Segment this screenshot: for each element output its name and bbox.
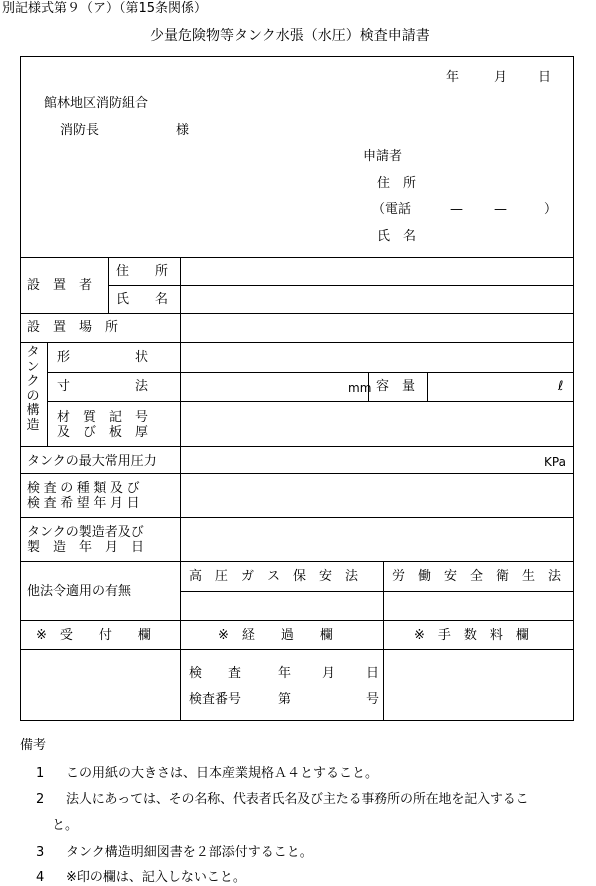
reception-column-heading: ※ 受 付 欄 [36,628,151,643]
note-text: ※印の欄は、記入しないこと。 [66,870,246,885]
material-label-1: 材 質 記 号 [57,410,149,425]
dimension-label: 寸 法 [57,379,149,394]
note-number: 3 [36,845,45,860]
note-text-continued: と。 [52,818,79,833]
form-title: 少量危険物等タンク水張（水圧）検査申請書 [150,28,430,44]
inspection-label-2: 検査希望年月日 [27,496,144,511]
mm-unit: mm [348,381,372,395]
addressee-sama: 様 [176,123,190,138]
form-reference: 別記様式第９（ア）（第15条関係） [2,1,208,16]
applicant-name-label: 氏 名 [377,229,417,244]
capacity-label: 容 量 [376,379,416,394]
date-month: 月 [494,70,508,85]
phone-dash-1: — [450,202,463,217]
installer-label: 設 置 者 [27,278,93,293]
other-laws-label: 他法令適用の有無 [27,584,132,599]
note-number: 2 [36,792,45,807]
liter-unit: ℓ [558,379,564,394]
applicant-address-label: 住 所 [377,176,417,191]
tank-structure-label: タンクの構造 [26,345,40,433]
notes-heading: 備考 [20,738,47,753]
fee-column-heading: ※ 手 数 料 欄 [414,628,529,643]
installer-address-label: 住 所 [116,264,169,279]
inspection-day: 日 [366,666,380,681]
phone-close: ） [544,202,558,217]
phone-dash-2: — [494,202,507,217]
labor-safety-law-label: 労 働 安 全 衛 生 法 [392,569,562,584]
note-text: この用紙の大きさは、日本産業規格Ａ４とすること。 [66,766,379,781]
inspection-month: 月 [322,666,336,681]
applicant-label: 申請者 [363,149,403,164]
inspection-label-1: 検査の種類及び [27,481,144,496]
note-text: タンク構造明細図書を２部添付すること。 [66,845,313,860]
shape-label: 形 状 [57,350,149,365]
note-text: 法人にあっては、その名称、代表者氏名及び主たる事務所の所在地を記入するこ [66,792,529,807]
inspection-year: 年 [278,666,292,681]
manufacturer-label-1: タンクの製造者及び [27,525,144,540]
date-year: 年 [446,70,460,85]
hp-gas-law-label: 高 圧 ガ ス 保 安 法 [189,569,359,584]
kpa-unit: KPa [544,455,566,469]
inspection-number-dai: 第 [278,692,292,707]
installer-name-label: 氏 名 [116,292,169,307]
note-number: 1 [36,766,45,781]
inspection-date-label: 検 査 [189,666,242,681]
note-number: 4 [36,870,45,885]
material-label-2: 及 び 板 厚 [57,425,149,440]
date-day: 日 [538,70,552,85]
manufacturer-label-2: 製 造 年 月 日 [27,540,145,555]
progress-column-heading: ※ 経 過 欄 [218,628,333,643]
applicant-phone-label: （電話 [372,202,412,217]
location-label: 設 置 場 所 [27,320,119,335]
addressee-chief: 消防長 [60,123,100,138]
inspection-number-label: 検査番号 [189,692,242,707]
inspection-number-go: 号 [366,692,380,707]
max-pressure-label: タンクの最大常用圧力 [27,454,157,469]
addressee-org: 館林地区消防組合 [44,96,149,111]
